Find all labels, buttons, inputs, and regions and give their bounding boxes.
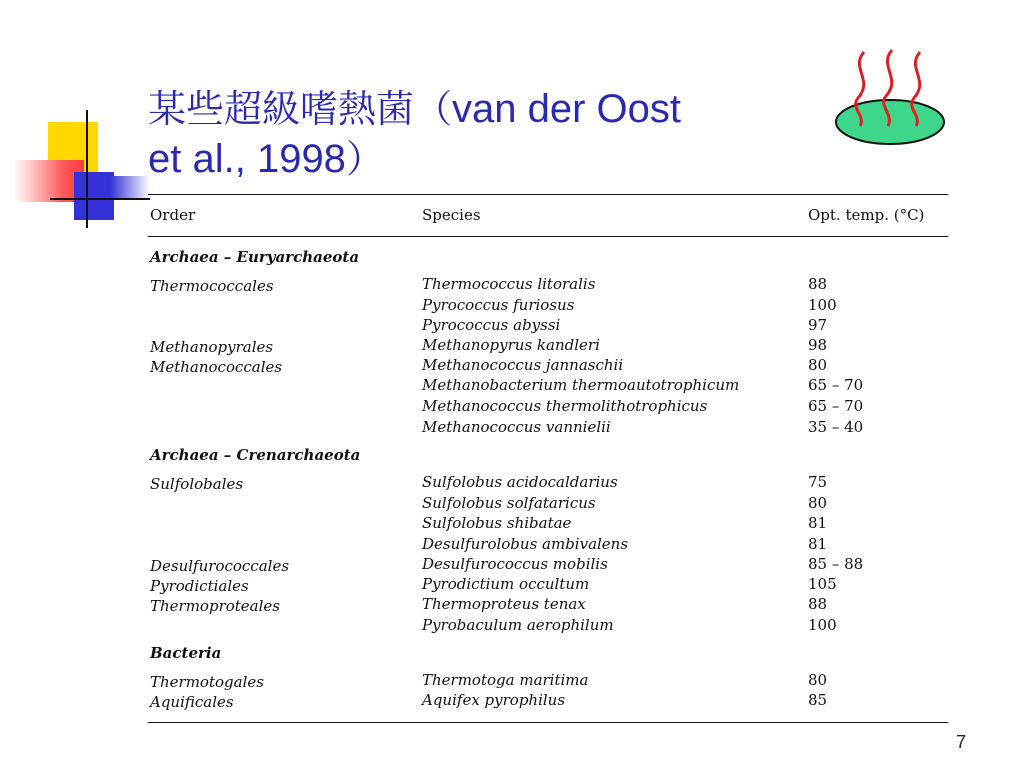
slide-title	[148, 84, 828, 184]
species-cell: Methanobacterium thermoautotrophicum	[422, 376, 740, 394]
page-number: 7	[955, 732, 966, 752]
group-heading: Archaea – Crenarchaeota	[150, 446, 361, 464]
species-cell: Desulfurococcus mobilis	[422, 555, 608, 573]
temp-cell: 100	[808, 616, 837, 634]
temp-cell: 65 – 70	[808, 376, 864, 394]
species-cell: Pyrococcus furiosus	[422, 296, 575, 314]
group-heading: Bacteria	[150, 644, 222, 662]
header-rule	[148, 236, 948, 237]
order-cell: Methanopyrales	[150, 338, 274, 356]
title-citation-1: van der Oost	[452, 87, 682, 131]
species-cell: Methanopyrus kandleri	[422, 336, 600, 354]
bottom-rule	[148, 722, 948, 723]
title-citation-2: et al., 1998	[148, 137, 346, 181]
temp-cell: 80	[808, 356, 828, 374]
species-cell: Pyrococcus abyssi	[422, 316, 561, 334]
species-cell: Thermoproteus tenax	[422, 595, 586, 613]
steaming-plate-icon	[830, 46, 954, 150]
species-cell: Sulfolobus shibatae	[422, 514, 572, 532]
temp-cell: 100	[808, 296, 837, 314]
order-cell: Thermotogales	[150, 673, 264, 691]
species-cell: Thermotoga maritima	[422, 671, 589, 689]
order-cell: Pyrodictiales	[150, 577, 249, 595]
temp-cell: 88	[808, 595, 828, 613]
blue-square	[74, 172, 114, 220]
vertical-rule	[86, 110, 88, 228]
order-cell: Methanococcales	[150, 358, 283, 376]
group-heading: Archaea – Euryarchaeota	[150, 248, 360, 266]
top-rule	[148, 194, 948, 195]
species-cell: Methanococcus jannaschii	[422, 356, 624, 374]
species-cell: Methanococcus vannielii	[422, 418, 611, 436]
species-cell: Pyrodictium occultum	[422, 575, 590, 593]
temp-cell: 81	[808, 535, 828, 553]
species-cell: Pyrobaculum aerophilum	[422, 616, 614, 634]
temp-cell: 85 – 88	[808, 555, 864, 573]
temp-cell: 75	[808, 473, 828, 491]
order-cell: Sulfolobales	[150, 475, 244, 493]
temp-cell: 80	[808, 671, 828, 689]
blue-fade-bar	[110, 176, 150, 200]
species-cell: Sulfolobus acidocaldarius	[422, 473, 618, 491]
species-cell: Aquifex pyrophilus	[422, 691, 566, 709]
order-cell: Thermoproteales	[150, 597, 280, 615]
header-temp: Opt. temp. (°C)	[808, 206, 925, 224]
header-order: Order	[150, 206, 196, 224]
temp-cell: 65 – 70	[808, 397, 864, 415]
temp-cell: 80	[808, 494, 828, 512]
title-close: ）	[345, 137, 384, 181]
header-species: Species	[422, 206, 481, 224]
species-cell: Thermococcus litoralis	[422, 275, 596, 293]
title-cjk: 某些超級嗜熱菌（	[148, 87, 453, 131]
temp-cell: 105	[808, 575, 837, 593]
thermophile-table	[148, 194, 948, 726]
temp-cell: 97	[808, 316, 828, 334]
corner-squares-decoration	[0, 0, 150, 240]
temp-cell: 88	[808, 275, 828, 293]
species-cell: Sulfolobus solfataricus	[422, 494, 596, 512]
species-cell: Desulfurolobus ambivalens	[422, 535, 629, 553]
horizontal-rule	[50, 198, 150, 200]
temp-cell: 81	[808, 514, 828, 532]
order-cell: Desulfurococcales	[150, 557, 290, 575]
order-cell: Thermococcales	[150, 277, 274, 295]
order-cell: Aquificales	[150, 693, 234, 711]
temp-cell: 35 – 40	[808, 418, 864, 436]
species-cell: Methanococcus thermolithotrophicus	[422, 397, 708, 415]
temp-cell: 85	[808, 691, 828, 709]
temp-cell: 98	[808, 336, 828, 354]
